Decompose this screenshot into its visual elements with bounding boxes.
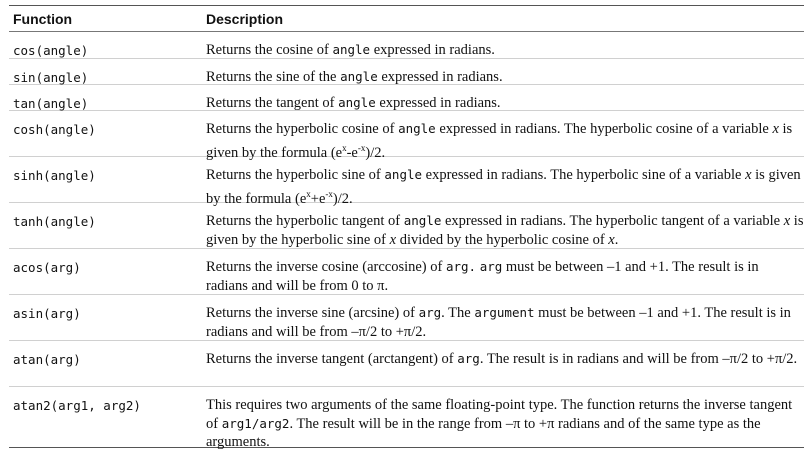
function-description: Returns the hyperbolic tangent of angle expressed in radians. The hyperbolic tangent of a variable x is given by the hyperbolic sine of x divided by the hyperbolic cosine of x. <box>206 213 804 248</box>
table-row <box>9 32 804 59</box>
function-description: Returns the cosine of angle expressed in radians. <box>206 42 495 58</box>
function-name: sinh(angle) <box>13 168 96 183</box>
table-row <box>9 387 804 450</box>
function-name: cosh(angle) <box>13 122 96 137</box>
table-row <box>9 203 804 249</box>
function-name: atan2(arg1, arg2) <box>13 398 141 413</box>
function-name: asin(arg) <box>13 306 81 321</box>
table-row <box>9 295 804 341</box>
function-name: sin(angle) <box>13 70 89 85</box>
function-name: cos(angle) <box>13 43 89 58</box>
function-description: Returns the tangent of angle expressed in radians. <box>206 95 501 111</box>
function-description: This requires two arguments of the same floating-point type. The function returns the inverse tangent of arg1/arg2. The result will be in the range from –π to +π radians and of the same type as the arguments. <box>206 397 793 450</box>
function-description: Returns the inverse sine (arcsine) of arg. The argument must be between –1 and +1. The result is in radians and will be from –π/2 to +π/2. <box>206 305 791 340</box>
function-name: tanh(angle) <box>13 214 96 229</box>
table-row <box>9 157 804 207</box>
function-name: tan(angle) <box>13 96 89 111</box>
table-row <box>9 249 804 295</box>
table-body <box>9 32 804 450</box>
table-row <box>9 341 804 387</box>
table-row <box>9 59 804 85</box>
table-row <box>9 111 804 161</box>
function-description: Returns the inverse cosine (arccosine) of arg. arg must be between –1 and +1. The result is in radians and will be from 0 to π. <box>206 259 759 294</box>
function-description: Returns the hyperbolic cosine of angle expressed in radians. The hyperbolic cosine of a variable x is given by the formula $(e^x-e^{-x})/2$. <box>206 121 793 161</box>
function-description: Returns the inverse tangent (arctangent) of arg. The result is in radians and will be from –π/2 to +π/2. <box>206 351 798 367</box>
math-functions-table <box>9 5 804 448</box>
function-name: atan(arg) <box>13 352 81 367</box>
header-description: Description <box>206 10 284 27</box>
function-name: acos(arg) <box>13 260 81 275</box>
table-row <box>9 85 804 111</box>
function-description: Returns the hyperbolic sine of angle expressed in radians. The hyperbolic sine of a variable x is given by the formula $(e^x+e^{-x})/2$. <box>206 167 801 207</box>
header-function: Function <box>13 10 73 27</box>
function-description: Returns the sine of the angle expressed in radians. <box>206 69 503 85</box>
table-header <box>9 6 804 32</box>
